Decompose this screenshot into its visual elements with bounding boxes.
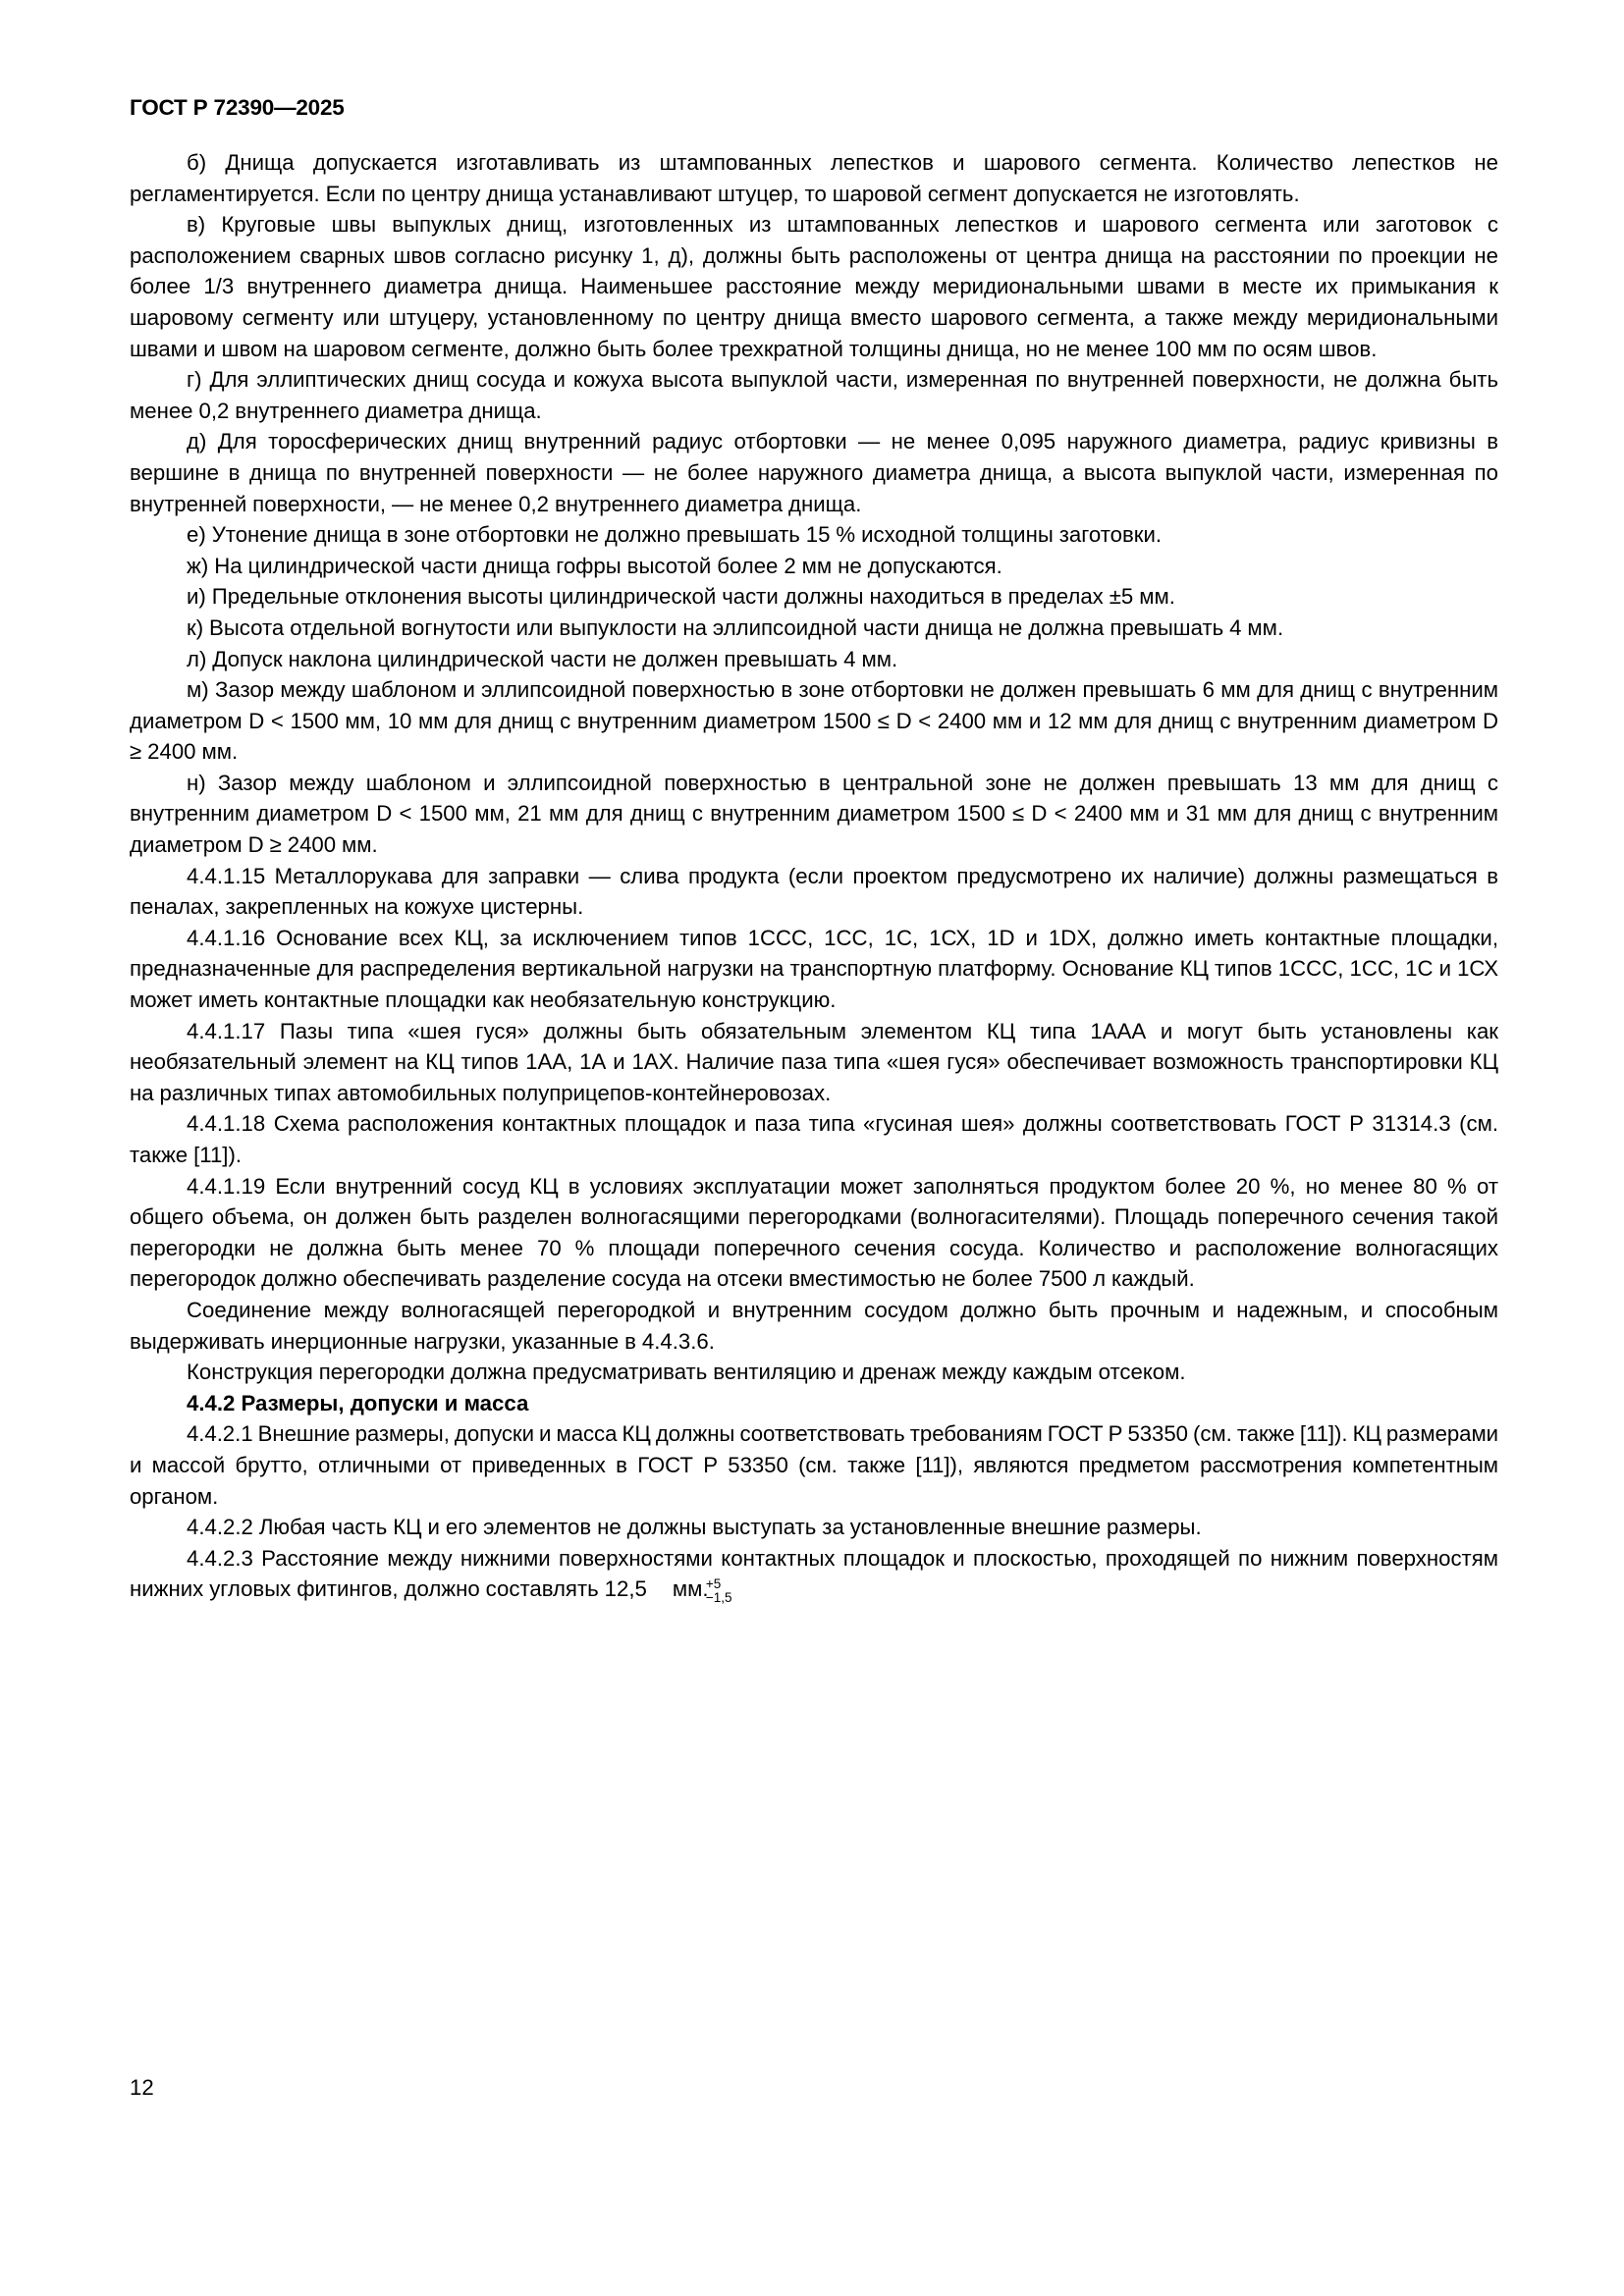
paragraph-clause-4-4-1-18: 4.4.1.18 Схема расположения контактных площадок и паза типа «гусиная шея» должны соответствовать ГОСТ Р 31314.3 (см. также [11]). bbox=[130, 1111, 1498, 1167]
paragraph-clause-4-4-2-3 bbox=[130, 1543, 1498, 1605]
paragraph-item-v: в) Круговые швы выпуклых днищ, изготовленных из штампованных лепестков и шарового сегмента или заготовок с расположением сварных швов согласно рисунку 1, д), должны быть расположены от центра днища на расстоянии по проекции не более 1/3 внутреннего диаметра днища. Наименьшее расстояние между меридиональными швами в месте их примыкания к шаровому сегменту или штуцеру, установленному по центру днища вместо шарового сегмента, а также между меридиональными швами и швом на шаровом сегменте, должно быть более трехкратной толщины днища, но не менее 100 мм по осям швов. bbox=[130, 212, 1498, 361]
paragraph-clause-4-4-1-17: 4.4.1.17 Пазы типа «шея гуся» должны быть обязательным элементом КЦ типа 1ААА и могут быть установлены как необязательный элемент на КЦ типов 1АА, 1А и 1АХ. Наличие паза типа «шея гуся» обеспечивает возможность транспортировки КЦ на различных типах автомобильных полуприцепов-контейнеровозах. bbox=[130, 1018, 1498, 1105]
paragraph-ventilation: Конструкция перегородки должна предусматривать вентиляцию и дренаж между каждым отсеком. bbox=[187, 1360, 1186, 1385]
paragraph-item-g: г) Для эллиптических днищ сосуда и кожуха высота выпуклой части, измеренная по внутренней поверхности, не должна быть менее 0,2 внутреннего диаметра днища. bbox=[130, 367, 1498, 423]
running-header-standard-number: ГОСТ Р 72390—2025 bbox=[130, 95, 345, 120]
paragraph-clause-4-4-1-16: 4.4.1.16 Основание всех КЦ, за исключением типов 1ССС, 1СС, 1С, 1СХ, 1D и 1DX, должно иметь контактные площадки, предназначенные для распределения вертикальной нагрузки на транспортную платформу. Основание КЦ типов 1ССС, 1СС, 1С и 1СХ может иметь контактные площадки как необязательную конструкцию. bbox=[130, 925, 1498, 1013]
tolerance-lower-deviation: −1,5 bbox=[705, 1590, 732, 1606]
paragraph-item-n: н) Зазор между шаблоном и эллипсоидной поверхностью в центральной зоне не должен превышать 13 мм для днищ с внутренним диаметром D < 1500 мм, 21 мм для днищ с внутренним диаметром 1500 ≤ D < 2400 мм и 31 мм для днищ с внутренним диаметром D ≥ 2400 мм. bbox=[130, 770, 1498, 858]
paragraph-item-b: б) Днища допускается изготавливать из штампованных лепестков и шарового сегмента. Количество лепестков не регламентируется. Если по центру днища устанавливают штуцер, то шаровой сегмент допускается не изготовлять. bbox=[130, 150, 1498, 206]
section-heading-4-4-2: 4.4.2 Размеры, допуски и масса bbox=[187, 1390, 529, 1415]
paragraph-item-m: м) Зазор между шаблоном и эллипсоидной поверхностью в зоне отбортовки не должен превышать 6 мм для днищ с внутренним диаметром D < 1500 мм, 10 мм для днищ с внутренним диаметром 1500 ≤ D < 2400 мм и 12 мм для днищ с внутренним диаметром D ≥ 2400 мм. bbox=[130, 677, 1498, 765]
paragraph-clause-4-4-2-2: 4.4.2.2 Любая часть КЦ и его элементов не должны выступать за установленные внешние размеры. bbox=[187, 1515, 1202, 1540]
paragraph-item-zh: ж) На цилиндрической части днища гофры высотой более 2 мм не допускаются. bbox=[187, 553, 1002, 578]
page-number-folio: 12 bbox=[130, 2075, 154, 2100]
clause-4-4-2-3-text-before: 4.4.2.3 Расстояние между нижними поверхностями контактных площадок и плоскостью, проходящей по нижним поверхностям нижних угловых фитингов, должно составлять 12,5 bbox=[130, 1545, 1498, 1602]
paragraph-item-i: и) Предельные отклонения высоты цилиндрической части должны находиться в пределах ±5 мм. bbox=[187, 584, 1175, 610]
tolerance-upper-deviation: +5 bbox=[705, 1576, 722, 1592]
clause-4-4-2-3-text-after: мм. bbox=[672, 1576, 709, 1602]
body-text-column bbox=[130, 147, 1498, 1605]
paragraph-item-l: л) Допуск наклона цилиндрической части не должен превышать 4 мм. bbox=[187, 646, 898, 671]
paragraph-connection: Соединение между волногасящей перегородкой и внутренним сосудом должно быть прочным и надежным, и способным выдерживать инерционные нагрузки, указанные в 4.4.3.6. bbox=[130, 1297, 1498, 1354]
paragraph-clause-4-4-2-1: 4.4.2.1 Внешние размеры, допуски и масса КЦ должны соответствовать требованиям ГОСТ Р 53350 (см. также [11]). КЦ размерами и массой брутто, отличными от приведенных в ГОСТ Р 53350 (см. также [11]), являются предметом рассмотрения компетентным органом. bbox=[130, 1421, 1498, 1509]
paragraph-item-k: к) Высота отдельной вогнутости или выпуклости на эллипсоидной части днища не должна превышать 4 мм. bbox=[187, 614, 1284, 640]
paragraph-clause-4-4-1-19: 4.4.1.19 Если внутренний сосуд КЦ в условиях эксплуатации может заполняться продуктом более 20 %, но менее 80 % от общего объема, он должен быть разделен волногасящими перегородками (волногасителями). Площадь поперечного сечения такой перегородки не должна быть менее 70 % площади поперечного сечения сосуда. Количество и расположение волногасящих перегородок должно обеспечивать разделение сосуда на отсеки вместимостью не более 7500 л каждый. bbox=[130, 1173, 1498, 1292]
paragraph-item-d: д) Для торосферических днищ внутренний радиус отбортовки — не менее 0,095 наружного диаметра, радиус кривизны в вершине в днища по внутренней поверхности — не более наружного диаметра днища, а высота выпуклой части, измеренная по внутренней поверхности, — не менее 0,2 внутреннего диаметра днища. bbox=[130, 429, 1498, 516]
paragraph-item-e: е) Утонение днища в зоне отбортовки не должно превышать 15 % исходной толщины заготовки. bbox=[187, 522, 1163, 548]
paragraph-clause-4-4-1-15: 4.4.1.15 Металлорукава для заправки — слива продукта (если проектом предусмотрено их наличие) должны размещаться в пеналах, закрепленных на кожухе цистерны. bbox=[130, 863, 1498, 920]
